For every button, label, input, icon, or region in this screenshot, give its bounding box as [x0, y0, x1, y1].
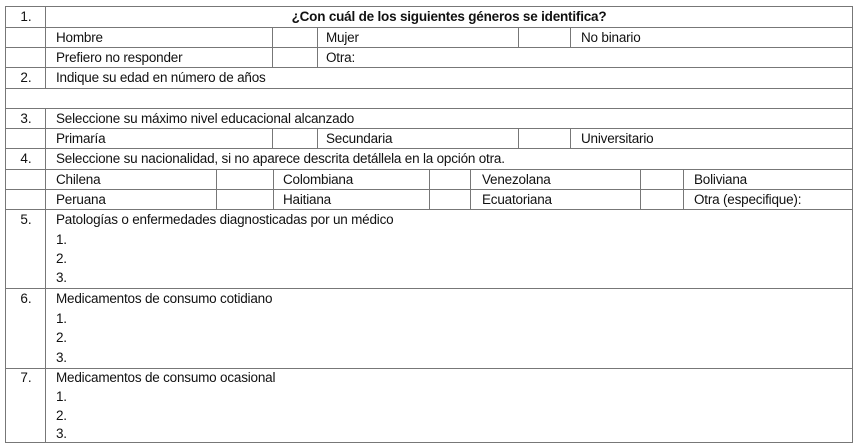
q3-row: [6, 109, 854, 129]
q1-options-row-2: [6, 48, 854, 68]
option-label: Primaría: [56, 131, 106, 146]
q4-check-peruana[interactable]: [217, 190, 274, 210]
q4-prompt: Seleccione su nacionalidad, si no aparece descrita detállela en la opción otra.: [56, 151, 505, 166]
q1-check-prefiero[interactable]: [273, 48, 318, 68]
q4-option-venezolana[interactable]: [471, 170, 641, 190]
q7-line-1: 1.: [56, 389, 67, 404]
q6-number: 6.: [20, 291, 32, 306]
q7-prompt: Medicamentos de consumo ocasional: [56, 370, 276, 385]
option-label: Peruana: [56, 192, 106, 207]
q4-check-chilena[interactable]: [217, 170, 274, 190]
q3-check-secundaria[interactable]: [519, 129, 571, 149]
q1-number-cell: [6, 7, 46, 28]
q5-prompt: Patologías o enfermedades diagnosticadas por un médico: [56, 212, 394, 227]
q4-row: [6, 149, 854, 170]
q3-check-primaria[interactable]: [273, 129, 318, 149]
q7-row: [6, 369, 854, 443]
q6-line-1: 1.: [56, 311, 67, 326]
q6-line-3: 3.: [56, 350, 67, 365]
option-label: Hombre: [56, 30, 103, 45]
option-label: Venezolana: [482, 172, 551, 187]
q4-option-chilena[interactable]: [46, 170, 217, 190]
q4-check-haitiana[interactable]: [430, 190, 471, 210]
q3-option-secundaria[interactable]: [318, 129, 519, 149]
option-label: Ecuatoriana: [482, 192, 552, 207]
q5-row: [6, 210, 854, 289]
q5-line-1: 1.: [56, 232, 67, 247]
q2-row: [6, 68, 854, 89]
q7-number: 7.: [20, 370, 32, 385]
option-label: No binario: [581, 30, 641, 45]
q1-option-mujer[interactable]: [318, 28, 519, 48]
q1-option-no-binario[interactable]: [571, 28, 853, 48]
q4-option-peruana[interactable]: [46, 190, 217, 210]
q4-check-ecuatoriana[interactable]: [641, 190, 684, 210]
q1-check-mujer[interactable]: [519, 28, 571, 48]
q1-check-hombre[interactable]: [273, 28, 318, 48]
q3-prompt: Seleccione su máximo nivel educacional alcanzado: [56, 111, 355, 126]
q1-option-prefiero[interactable]: [46, 48, 273, 68]
q4-option-boliviana[interactable]: [684, 170, 853, 190]
q2-answer-field[interactable]: [6, 89, 853, 109]
q4-option-ecuatoriana[interactable]: [471, 190, 641, 210]
q1-title: ¿Con cuál de los siguientes géneros se identifica?: [291, 9, 607, 24]
q1-option-hombre[interactable]: [46, 28, 273, 48]
q3-number: 3.: [20, 111, 32, 126]
q5-line-2: 2.: [56, 251, 67, 266]
q2-answer-row: [6, 89, 854, 109]
q6-answer-area[interactable]: [46, 289, 853, 369]
q3-option-primaria[interactable]: [46, 129, 273, 149]
option-label: Boliviana: [694, 172, 747, 187]
q4-check-colombiana[interactable]: [430, 170, 471, 190]
q3-options-row: [6, 129, 854, 149]
q4-options-row-2: [6, 190, 854, 210]
option-label: Colombiana: [283, 172, 354, 187]
q1-options-row-1: [6, 28, 854, 48]
q7-line-3: 3.: [56, 426, 67, 441]
q1-option-otra[interactable]: [318, 48, 853, 68]
q1-title-cell: [46, 7, 853, 28]
q4-option-colombiana[interactable]: [274, 170, 430, 190]
option-label: Mujer: [326, 30, 359, 45]
q7-line-2: 2.: [56, 408, 67, 423]
q2-number: 2.: [20, 70, 32, 85]
option-label: Otra (especifique):: [694, 192, 802, 207]
q7-answer-area[interactable]: [46, 369, 853, 443]
option-label: Secundaria: [326, 131, 393, 146]
survey-table: [5, 6, 853, 443]
q2-prompt: Indique su edad en número de años: [56, 70, 266, 85]
q4-option-otra[interactable]: [684, 190, 853, 210]
q6-line-2: 2.: [56, 330, 67, 345]
option-label: Prefiero no responder: [56, 50, 183, 65]
q6-prompt: Medicamentos de consumo cotidiano: [56, 291, 273, 306]
q6-row: [6, 289, 854, 369]
q4-option-haitiana[interactable]: [274, 190, 430, 210]
q4-number: 4.: [20, 151, 32, 166]
q1-header-row: [6, 7, 854, 28]
q5-answer-area[interactable]: [46, 210, 853, 289]
option-label: Otra:: [326, 50, 356, 65]
option-label: Haitiana: [283, 192, 331, 207]
q1-number: 1.: [20, 9, 32, 24]
q3-option-universitario[interactable]: [571, 129, 853, 149]
q4-options-row-1: [6, 170, 854, 190]
q5-line-3: 3.: [56, 270, 67, 285]
option-label: Universitario: [581, 131, 654, 146]
q5-number: 5.: [20, 212, 32, 227]
q4-check-venezolana[interactable]: [641, 170, 684, 190]
option-label: Chilena: [56, 172, 101, 187]
